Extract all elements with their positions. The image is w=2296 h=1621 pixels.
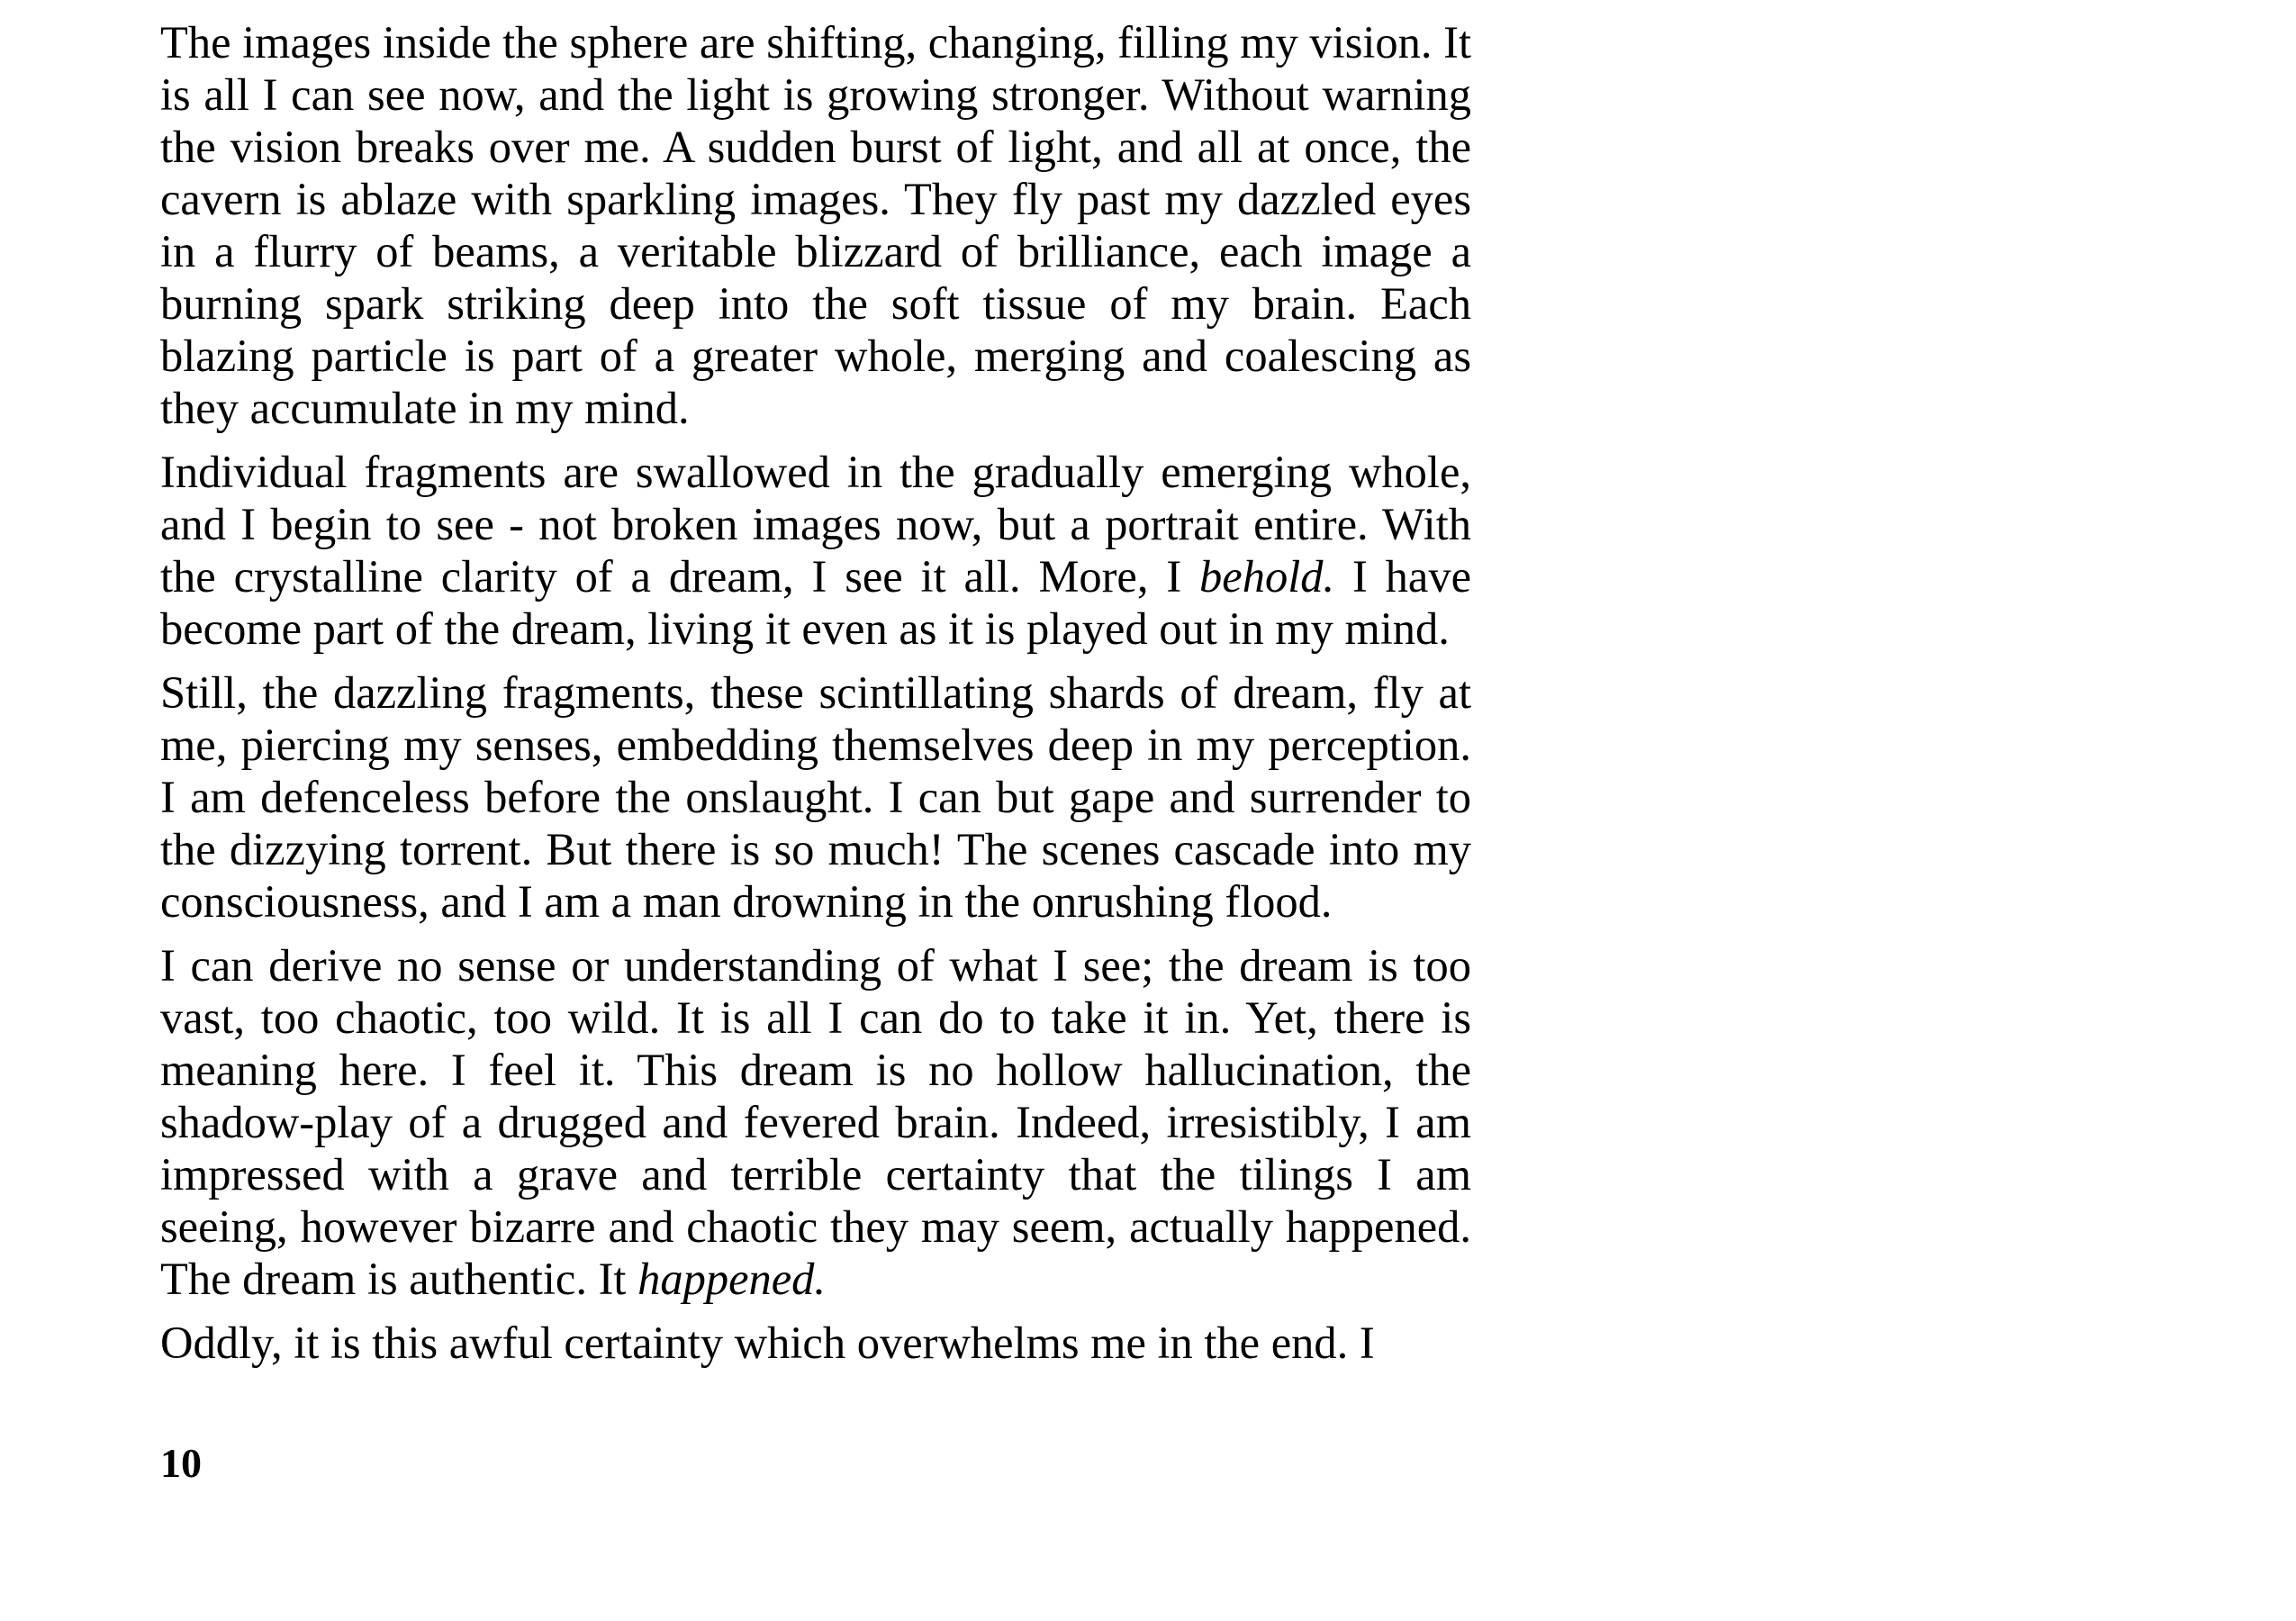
body-text (160, 16, 1471, 1381)
paragraph-2-run-3: I have become part of the dream, living it even as it is played out in my mind. (160, 551, 1471, 654)
paragraph-2-run-1: Individual fragments are swallowed in the gradually emerging whole, and I begin to see - not broken images now, but a portrait entire. With the crystalline clarity of a dream, I see it all. More, I (160, 447, 1471, 602)
paragraph-2 (160, 446, 1471, 655)
paragraph-3 (160, 666, 1471, 928)
paragraph-3-run-1: Still, the dazzling fragments, these scintillating shards of dream, fly at me, piercing my senses, embedding themselves deep in my perception. I am defenceless before the onslaught. I can but gape and surrender to the dizzying torrent. But there is so much! The scenes cascade into my consciousness, and I am a man drowning in the onrushing flood. (160, 667, 1471, 927)
paragraph-1-run-1: The images inside the sphere are shifting, changing, filling my vision. It is all I can see now, and the light is growing stronger. Without warning the vision breaks over me. A sudden burst of light, and all at once, the cavern is ablaze with sparkling images. They fly past my dazzled eyes in a flurry of beams, a veritable blizzard of brilliance, each image a burning spark striking deep into the soft tissue of my brain. Each blazing particle is part of a greater whole, merging and coalescing as they accumulate in my mind. (160, 17, 1471, 433)
paragraph-5 (160, 1317, 1471, 1369)
page-number: 10 (160, 1440, 202, 1486)
paragraph-4 (160, 939, 1471, 1305)
paragraph-2-italic-behold: behold. (1199, 551, 1335, 602)
paragraph-4-italic-happened: happened. (637, 1254, 827, 1304)
paragraph-1 (160, 16, 1471, 434)
paragraph-5-run-1: Oddly, it is this awful certainty which overwhelms me in the end. I (160, 1318, 1375, 1368)
paragraph-4-run-1: I can derive no sense or understanding of what I see; the dream is too vast, too chaotic, too wild. It is all I can do to take it in. Yet, there is meaning here. I feel it. This dream is no hollow hallucination, the shadow-play of a drugged and fevered brain. Indeed, irresistibly, I am impressed with a grave and terrible certainty that the tilings I am seeing, however bizarre and chaotic they may seem, actually happened. The dream is authentic. It (160, 940, 1471, 1304)
